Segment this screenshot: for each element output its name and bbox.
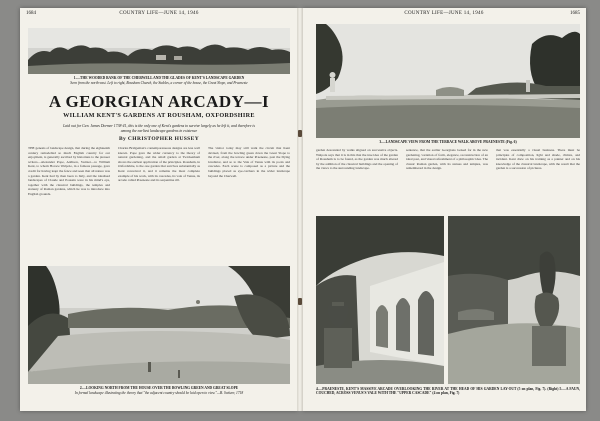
left-body-column-3: The visitor today may still walk the circuit that Kent devised, from the bowling green down the Great Slope to the river, along the terrace under Praeneste, past the Dying Gladiator, and so to the Vale of Venus with its pools and cascades. Each scene is composed as a picture and the buildings placed as eye-catchers in the wider landscape beyond the Cherwell. bbox=[208, 146, 290, 178]
right-running-head: COUNTRY LIFE—JUNE 14, 1946 bbox=[404, 11, 484, 16]
magazine-spine bbox=[297, 8, 303, 411]
photo2-caption: 2.—LOOKING NORTH FROM THE HOUSE OVER THE BOWLING GREEN AND GREAT SLOPE bbox=[79, 386, 239, 390]
article-intro: Laid out for Gen. James Dormer 1738-41, this is the only one of Kent's gardens to survive largely as he left it, and therefore is among the earliest landscape gardens in existence bbox=[63, 124, 255, 133]
right-body-column-3: that was essentially a visual business. There must be principles of composition, light and shade, climax, and incident. Kent drew on his training as a painter and on his knowledge of the classical landscape, with the result that the garden is a succession of pictures. bbox=[496, 148, 580, 171]
photo1-caption: 1.—THE WOODED BANK OF THE CHERWELL AND THE GLADES OF KENT'S LANDSCAPE GARDEN bbox=[73, 76, 245, 80]
staple-bottom bbox=[298, 298, 302, 305]
article-byline: By CHRISTOPHER HUSSEY bbox=[118, 136, 200, 142]
photo3-caption: 3.—LANDSCAPE VIEW FROM THE TERRACE WALK ABOVE PRAENESTE (Fig. 6) bbox=[379, 140, 517, 144]
article-subtitle: WILLIAM KENT'S GARDENS AT ROUSHAM, OXFORDSHIRE bbox=[63, 112, 255, 119]
right-body-column-1: garden descended by walks aligned on successive objects. Walpole says that it is in this that the true idea of the garden of Rousham is to be found, as the garden was much altered by the addition of the classical buildings and the opening of the views to the surrounding landscape. bbox=[316, 148, 398, 171]
right-body-column-2: sentence, that the earlier Georgians looked for in the new gardening, variation of form, elegance, reconstruction of an ideal past, and visual refreshment of a philosophic idea. The classic Roman garden, with its statues and temples, was remembered in the design. bbox=[406, 148, 488, 171]
photo-terrace-view bbox=[316, 24, 580, 138]
left-page-number: 1684 bbox=[26, 11, 36, 16]
photo4-5-caption: 4.—PRAENESTE, KENT'S MASSIVE ARCADE OVERLOOKING THE RIVER AT THE HEAD OF HIS GARDEN LAY-OUT (5 on plan, Fig. 7). (Right) 5.—A FAUN, COUCHED, ACROSS VENUS'S VALE WITH THE "UPPER CASCADE" (4 on plan, Fig. 7) bbox=[316, 387, 580, 396]
photo-bowling-green bbox=[28, 266, 290, 384]
right-page-number: 1685 bbox=[570, 11, 580, 16]
left-body-column-1: THE genesis of landscape design, that during the eighteenth century remodelled so much English country for our enjoyment, is generally ascribed by historians to the pioneer writers—Alexander Pope, Addison, Switzer—to William Kent, to whom Horace Walpole, in a famous passage, gave credit for having leapt the fence and seen that all nature was a garden. Kent had by then been to Italy, and the idealised landscapes of Claude and Poussin were in his mind's eye, together with the classical buildings, the temples and statuary of Roman gardens, which he was to introduce into English grounds. bbox=[28, 146, 110, 196]
article-title: A GEORGIAN ARCADY—I bbox=[48, 92, 270, 111]
photo1-caption-sub: Seen from the north-east. Left to right, Rousham Church, the Stables, a corner of the house, the Great Slope, and Praeneste bbox=[70, 81, 248, 85]
left-page bbox=[20, 8, 298, 411]
photo-praeneste-arcade bbox=[316, 216, 444, 384]
right-page bbox=[302, 8, 586, 411]
photo-wooded-bank bbox=[28, 28, 290, 74]
photo-faun-venus-vale bbox=[448, 216, 580, 384]
left-body-column-2: Charles Bridgeman's contemporaneous designs are less well known. Pope gave the wider currency to the theory of natural gardening, and the small garden at Twickenham shows the earliest application of the principles. Rousham, in Oxfordshire, is the one garden that survives substantially as Kent conceived it, and it remains the most complete example of his work, with its cascades, its vale of Venus, its arcade called Praeneste and its serpentine rill. bbox=[118, 146, 200, 183]
photo2-caption-sub: In formal landscape illustrating the theory that "the adjacent country should be laid open to view."—B. Switzer, 1718 bbox=[74, 391, 244, 395]
staple-top bbox=[298, 130, 302, 137]
left-running-head: COUNTRY LIFE—JUNE 14, 1946 bbox=[119, 11, 199, 16]
